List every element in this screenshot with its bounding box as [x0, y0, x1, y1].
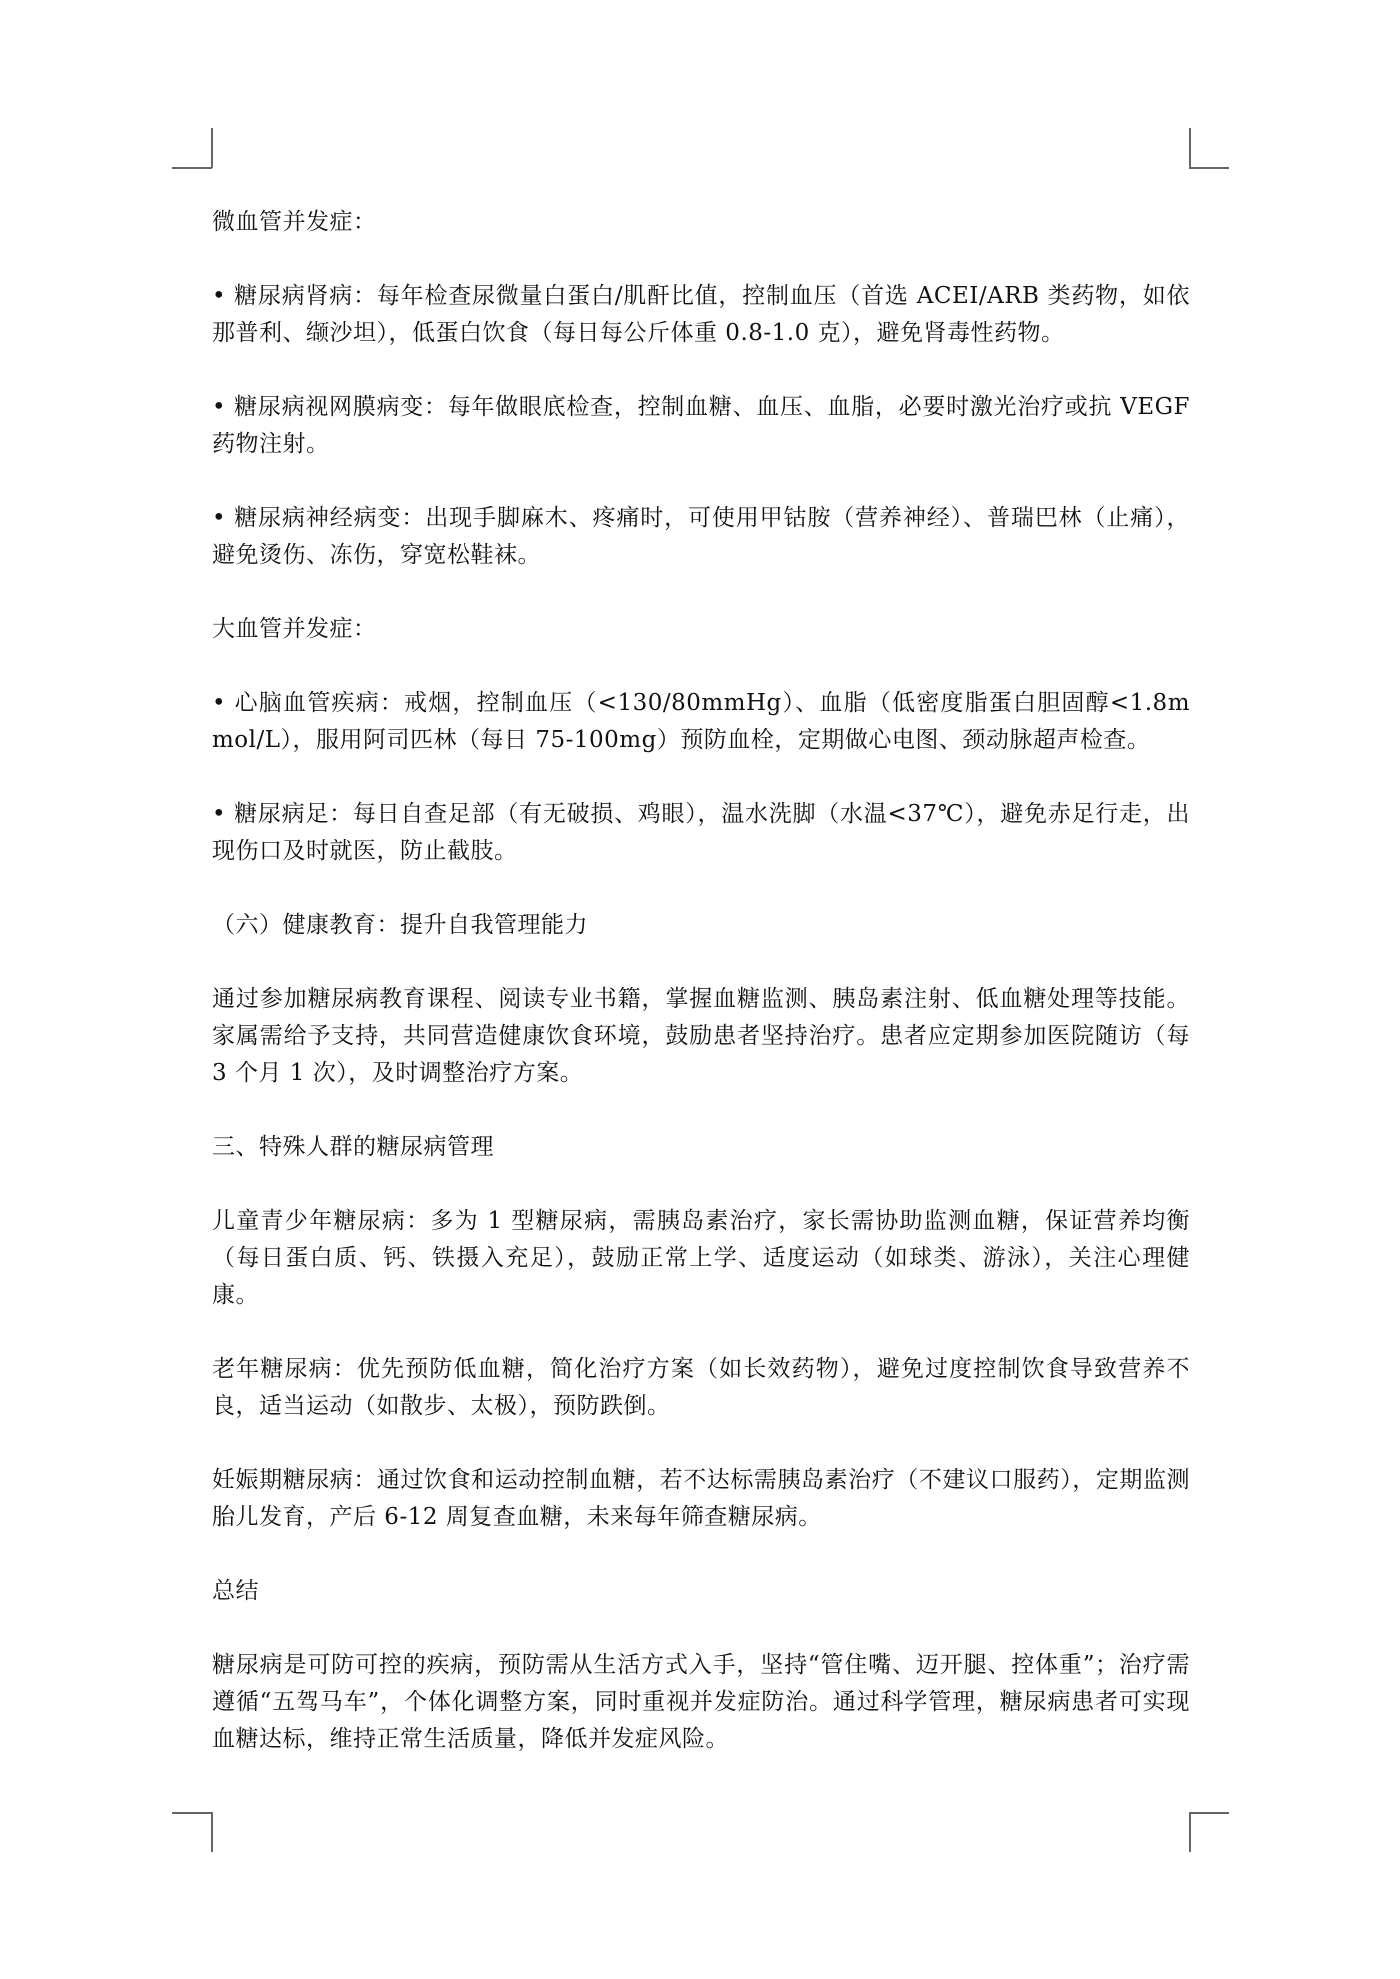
section-heading: 总结	[212, 1578, 259, 1604]
body-paragraph: 儿童青少年糖尿病：多为 1 型糖尿病，需胰岛素治疗，家长需协助监测血糖，保证营养均衡（每日蛋白质、钙、铁摄入充足），鼓励正常上学、适度运动（如球类、游泳），关注心理健康。	[212, 1208, 1190, 1308]
crop-mark	[1189, 1812, 1191, 1852]
bullet-item: • 糖尿病视网膜病变：每年做眼底检查，控制血糖、血压、血脂，必要时激光治疗或抗 VEGF 药物注射。	[212, 394, 1190, 457]
crop-mark	[1189, 128, 1191, 168]
crop-mark	[1189, 1812, 1229, 1814]
bullet-item: • 糖尿病足：每日自查足部（有无破损、鸡眼），温水洗脚（水温<37℃），避免赤足行走，出现伤口及时就医，防止截肢。	[212, 801, 1190, 864]
crop-mark	[1189, 167, 1229, 169]
body-paragraph: 糖尿病是可防可控的疾病，预防需从生活方式入手，坚持“管住嘴、迈开腿、控体重”；治疗需遵循“五驾马车”，个体化调整方案，同时重视并发症防治。通过科学管理，糖尿病患者可实现血糖达标，维持正常生活质量，降低并发症风险。	[212, 1652, 1190, 1752]
section-heading: 大血管并发症：	[212, 616, 377, 642]
crop-mark	[211, 128, 213, 168]
bullet-item: • 心脑血管疾病：戒烟，控制血压（<130/80mmHg）、血脂（低密度脂蛋白胆固醇<1.8mmol/L），服用阿司匹林（每日 75-100mg）预防血栓，定期做心电图、颈动脉超声检查。	[212, 690, 1190, 753]
document-body	[212, 204, 1190, 1758]
section-heading: 三、特殊人群的糖尿病管理	[212, 1134, 494, 1160]
section-heading: 微血管并发症：	[212, 209, 377, 235]
crop-mark	[172, 167, 212, 169]
crop-mark	[172, 1812, 212, 1814]
body-paragraph: 老年糖尿病：优先预防低血糖，简化治疗方案（如长效药物），避免过度控制饮食导致营养不良，适当运动（如散步、太极），预防跌倒。	[212, 1356, 1190, 1419]
crop-mark	[211, 1812, 213, 1852]
body-paragraph: 通过参加糖尿病教育课程、阅读专业书籍，掌握血糖监测、胰岛素注射、低血糖处理等技能。家属需给予支持，共同营造健康饮食环境，鼓励患者坚持治疗。患者应定期参加医院随访（每 3 个月 1 次），及时调整治疗方案。	[212, 986, 1190, 1086]
body-paragraph: 妊娠期糖尿病：通过饮食和运动控制血糖，若不达标需胰岛素治疗（不建议口服药），定期监测胎儿发育，产后 6-12 周复查血糖，未来每年筛查糖尿病。	[212, 1467, 1190, 1530]
bullet-item: • 糖尿病肾病：每年检查尿微量白蛋白/肌酐比值，控制血压（首选 ACEI/ARB 类药物，如依那普利、缬沙坦），低蛋白饮食（每日每公斤体重 0.8-1.0 克），避免肾毒性药物。	[212, 283, 1190, 346]
bullet-item: • 糖尿病神经病变：出现手脚麻木、疼痛时，可使用甲钴胺（营养神经）、普瑞巴林（止痛），避免烫伤、冻伤，穿宽松鞋袜。	[212, 505, 1190, 568]
section-heading: （六）健康教育：提升自我管理能力	[212, 912, 588, 938]
